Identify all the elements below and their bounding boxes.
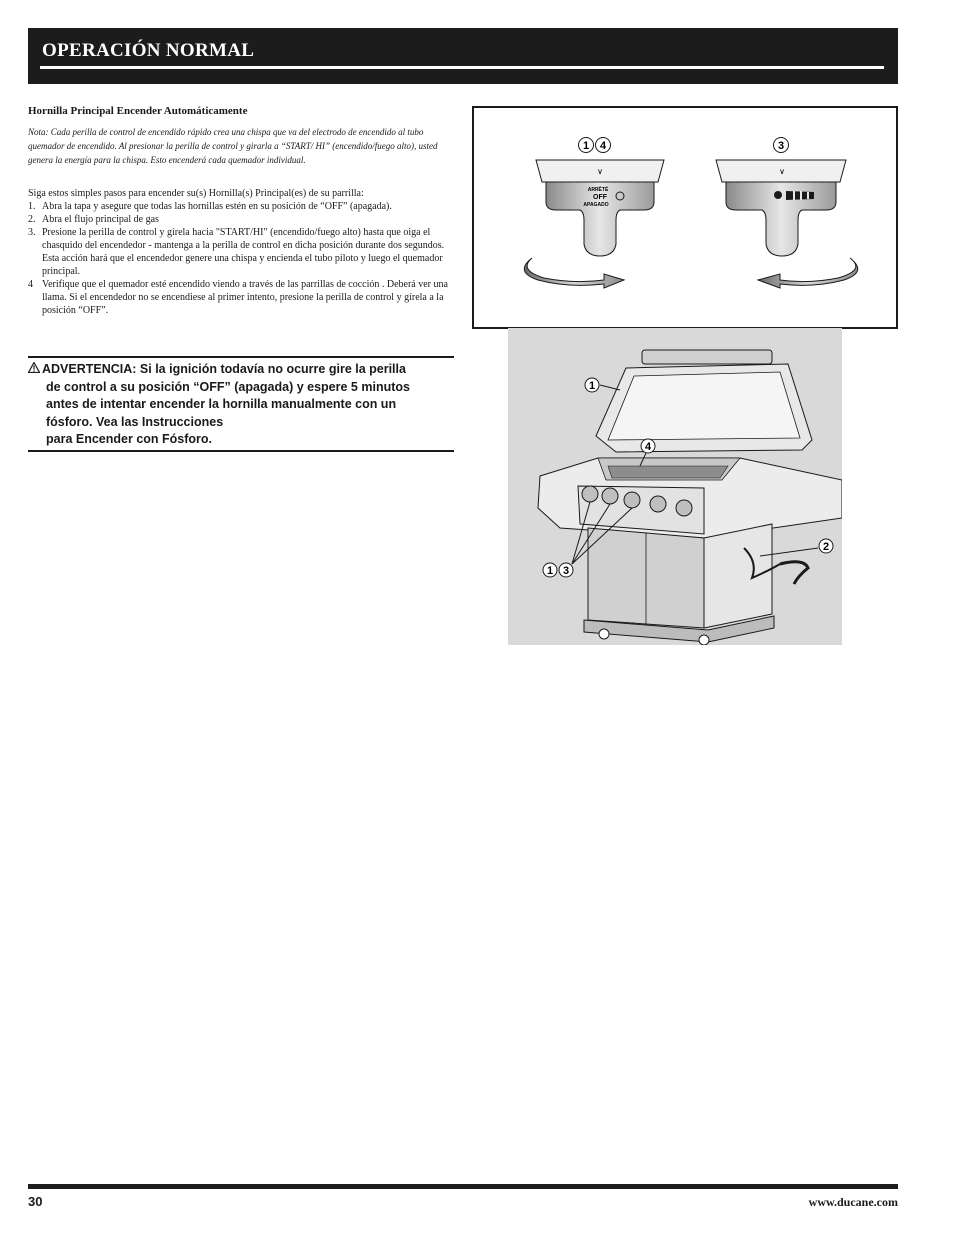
step-item	[28, 226, 458, 278]
website-link[interactable]: www.ducane.com	[808, 1195, 898, 1209]
label-1-4	[579, 138, 611, 153]
page-title: OPERACIÓN NORMAL	[42, 40, 255, 61]
step-number: 1.	[28, 201, 36, 212]
warning-box	[28, 356, 454, 452]
svg-text:3: 3	[562, 565, 570, 577]
warning-line: para Encender con Fósforo.	[46, 432, 213, 446]
step-item	[28, 200, 458, 213]
svg-text:4: 4	[599, 140, 607, 152]
step-number: 4	[28, 279, 33, 290]
section-title: Hornilla Principal Encender Automáticamente	[28, 105, 248, 117]
warning-line: de control a su posición “OFF” (apagada) y espere 5 minutos	[46, 379, 410, 394]
warning-line: fósforo. Vea las Instrucciones	[46, 414, 224, 429]
header-rule	[40, 66, 884, 69]
svg-text:∨: ∨	[779, 167, 785, 176]
grill-lid	[596, 350, 812, 452]
svg-text:3: 3	[777, 140, 785, 152]
warning-line: antes de intentar encender la hornilla manualmente con un	[46, 397, 397, 411]
step-text: Abra la tapa y asegure que todas las hornillas estén en su posición de “OFF” (apagada).	[42, 201, 392, 212]
svg-text:1: 1	[546, 565, 554, 577]
step-item	[28, 213, 458, 226]
footer-rule	[28, 1184, 898, 1189]
callout-1	[585, 378, 620, 392]
rotate-counterclockwise-arrow-icon	[758, 258, 858, 288]
step-number: 2.	[28, 214, 36, 225]
step-number: 3.	[28, 227, 36, 238]
header-bar	[28, 28, 898, 84]
grill-figure	[508, 328, 842, 645]
step-item	[28, 278, 458, 317]
step-text: Verifique que el quemador esté encendido viendo a través de las parrillas de cocción . Deberá ver una llama. Si el encendedor no se encendiese al primer intento, presione la perilla de control y gírela a la posición “OFF”.	[42, 279, 448, 316]
step-text: Presione la perilla de control y gírela hacia "START/HI" (encendido/fuego alto) hasta que oiga el chasquido del encendedor - mantenga a la perilla de control en dicha posición durante dos segundos. Esta acción hará que el encendedor genere una chispa y encienda el tubo piloto y luego el quemador principal.	[42, 227, 445, 277]
svg-text:1: 1	[582, 140, 590, 152]
step-text: Abra el flujo principal de gas	[42, 214, 159, 225]
svg-text:1: 1	[588, 380, 596, 392]
svg-text:∨: ∨	[597, 167, 603, 176]
rotate-clockwise-arrow-icon	[524, 258, 624, 288]
steps-list	[28, 200, 458, 317]
svg-text:OFF: OFF	[593, 194, 607, 201]
intro-text: Siga estos simples pasos para encender su(s) Hornilla(s) Principal(es) de su parrilla:	[28, 188, 364, 199]
warning-line-text: ADVERTENCIA: Si la ignición todavía no ocurre gire la perilla	[42, 362, 406, 376]
svg-text:APAGADO: APAGADO	[583, 202, 609, 208]
note-text: Nota: Cada perilla de control de encendido rápido crea una chispa que va del electrodo de encendido al tubo quemador de encendido. Al presionar la perilla de control y girarla a “START/ HI” (encendido/fuego alto), usted genera la energía para la chispa. Esto encenderá cada quemador individual.	[28, 127, 438, 165]
label-3	[774, 138, 789, 153]
warning-line	[28, 361, 454, 379]
page-number: 30	[28, 1194, 43, 1209]
knob-start-hi	[716, 160, 846, 256]
svg-text:ARRÊTÉ: ARRÊTÉ	[587, 187, 609, 193]
knob-figure	[472, 106, 898, 329]
svg-text:4: 4	[644, 441, 652, 453]
grill-body	[538, 458, 842, 645]
knob-off	[536, 160, 664, 256]
warning-triangle-icon	[28, 361, 42, 379]
svg-text:2: 2	[822, 541, 830, 553]
